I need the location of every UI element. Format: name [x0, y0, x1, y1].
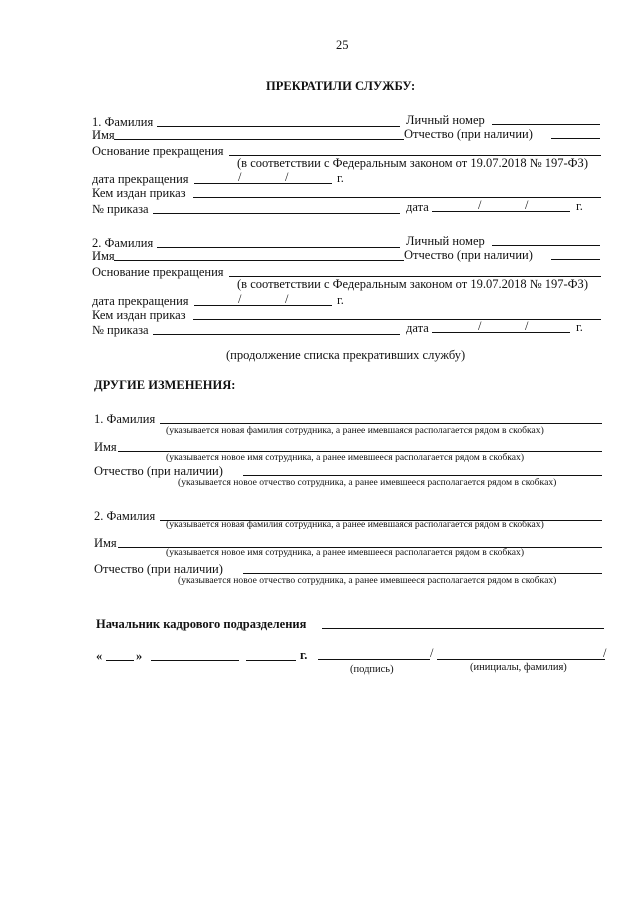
year-suffix: г. — [300, 648, 308, 662]
order-date-label: дата — [406, 321, 429, 335]
term-date-field[interactable] — [194, 183, 332, 184]
name-field[interactable] — [114, 139, 404, 140]
quote-open: « — [96, 649, 103, 663]
name-label: Имя — [92, 249, 115, 263]
date-slash: / — [285, 292, 289, 306]
order-number-label: № приказа — [92, 323, 149, 337]
surname-label: 1. Фамилия — [92, 115, 154, 129]
personal-number-field[interactable] — [492, 245, 600, 246]
term-date-label: дата прекращения — [92, 294, 189, 308]
day-field[interactable] — [106, 660, 134, 661]
signature-caption: (подпись) — [350, 664, 394, 675]
new-patronymic-field[interactable] — [243, 475, 602, 476]
basis-label: Основание прекращения — [92, 144, 224, 158]
changes-heading: ДРУГИЕ ИЗМЕНЕНИЯ: — [94, 378, 236, 392]
surname-field[interactable] — [157, 126, 400, 127]
slash-separator: / — [603, 646, 607, 660]
head-of-hr-label: Начальник кадрового подразделения — [96, 617, 307, 631]
new-surname-field[interactable] — [160, 423, 602, 424]
order-number-field[interactable] — [153, 334, 400, 335]
year-suffix: г. — [337, 171, 344, 185]
order-number-field[interactable] — [153, 213, 400, 214]
surname-label: 1. Фамилия — [94, 412, 156, 426]
date-slash: / — [478, 198, 482, 212]
new-patronymic-field[interactable] — [243, 573, 602, 574]
year-suffix: г. — [576, 199, 583, 213]
basis-hint: (в соответствии с Федеральным законом от 19.07.2018 № 197-ФЗ) — [237, 156, 588, 170]
continuation-note: (продолжение списка прекративших службу) — [226, 348, 466, 362]
name-hint: (указывается новое имя сотрудника, а ранее имевшееся располагается рядом в скобках) — [166, 547, 525, 558]
year-suffix: г. — [576, 320, 583, 334]
order-date-field[interactable] — [432, 332, 570, 333]
surname-field[interactable] — [157, 247, 400, 248]
date-slash: / — [525, 198, 529, 212]
quote-close: » — [136, 649, 143, 663]
name-label: Имя — [94, 440, 117, 454]
patronymic-label: Отчество (при наличии) — [404, 127, 533, 141]
date-slash: / — [238, 170, 242, 184]
patronymic-field[interactable] — [551, 259, 600, 260]
patronymic-hint: (указывается новое отчество сотрудника, а ранее имевшееся располагается рядом в скобках) — [178, 477, 557, 488]
issued-by-field[interactable] — [193, 197, 601, 198]
issued-by-field[interactable] — [193, 319, 601, 320]
term-date-field[interactable] — [194, 305, 332, 306]
name-label: Имя — [92, 128, 115, 142]
issued-by-label: Кем издан приказ — [92, 308, 186, 322]
date-slash: / — [525, 319, 529, 333]
patronymic-label: Отчество (при наличии) — [94, 464, 223, 478]
basis-label: Основание прекращения — [92, 265, 224, 279]
initials-field[interactable] — [437, 659, 605, 660]
order-date-label: дата — [406, 200, 429, 214]
name-field[interactable] — [114, 260, 404, 261]
term-date-label: дата прекращения — [92, 172, 189, 186]
patronymic-label: Отчество (при наличии) — [404, 248, 533, 262]
year-field[interactable] — [246, 660, 296, 661]
date-slash: / — [285, 170, 289, 184]
page-number: 25 — [336, 38, 349, 52]
personal-number-label: Личный номер — [406, 113, 485, 127]
surname-hint: (указывается новая фамилия сотрудника, а ранее имевшаяся располагается рядом в скобках) — [166, 519, 544, 530]
order-number-label: № приказа — [92, 202, 149, 216]
basis-hint: (в соответствии с Федеральным законом от 19.07.2018 № 197-ФЗ) — [237, 277, 588, 291]
personal-number-label: Личный номер — [406, 234, 485, 248]
surname-label: 2. Фамилия — [92, 236, 154, 250]
slash-separator: / — [430, 646, 434, 660]
order-date-field[interactable] — [432, 211, 570, 212]
personal-number-field[interactable] — [492, 124, 600, 125]
patronymic-label: Отчество (при наличии) — [94, 562, 223, 576]
patronymic-hint: (указывается новое отчество сотрудника, а ранее имевшееся располагается рядом в скобках) — [178, 575, 557, 586]
terminated-heading: ПРЕКРАТИЛИ СЛУЖБУ: — [266, 79, 416, 93]
name-label: Имя — [94, 536, 117, 550]
signature-field[interactable] — [318, 659, 430, 660]
issued-by-label: Кем издан приказ — [92, 186, 186, 200]
surname-hint: (указывается новая фамилия сотрудника, а ранее имевшаяся располагается рядом в скобках) — [166, 425, 544, 436]
date-slash: / — [478, 319, 482, 333]
name-hint: (указывается новое имя сотрудника, а ранее имевшееся располагается рядом в скобках) — [166, 452, 525, 463]
initials-caption: (инициалы, фамилия) — [470, 662, 567, 673]
surname-label: 2. Фамилия — [94, 509, 156, 523]
head-of-hr-field[interactable] — [322, 628, 604, 629]
date-slash: / — [238, 292, 242, 306]
patronymic-field[interactable] — [551, 138, 600, 139]
year-suffix: г. — [337, 293, 344, 307]
month-field[interactable] — [151, 660, 239, 661]
